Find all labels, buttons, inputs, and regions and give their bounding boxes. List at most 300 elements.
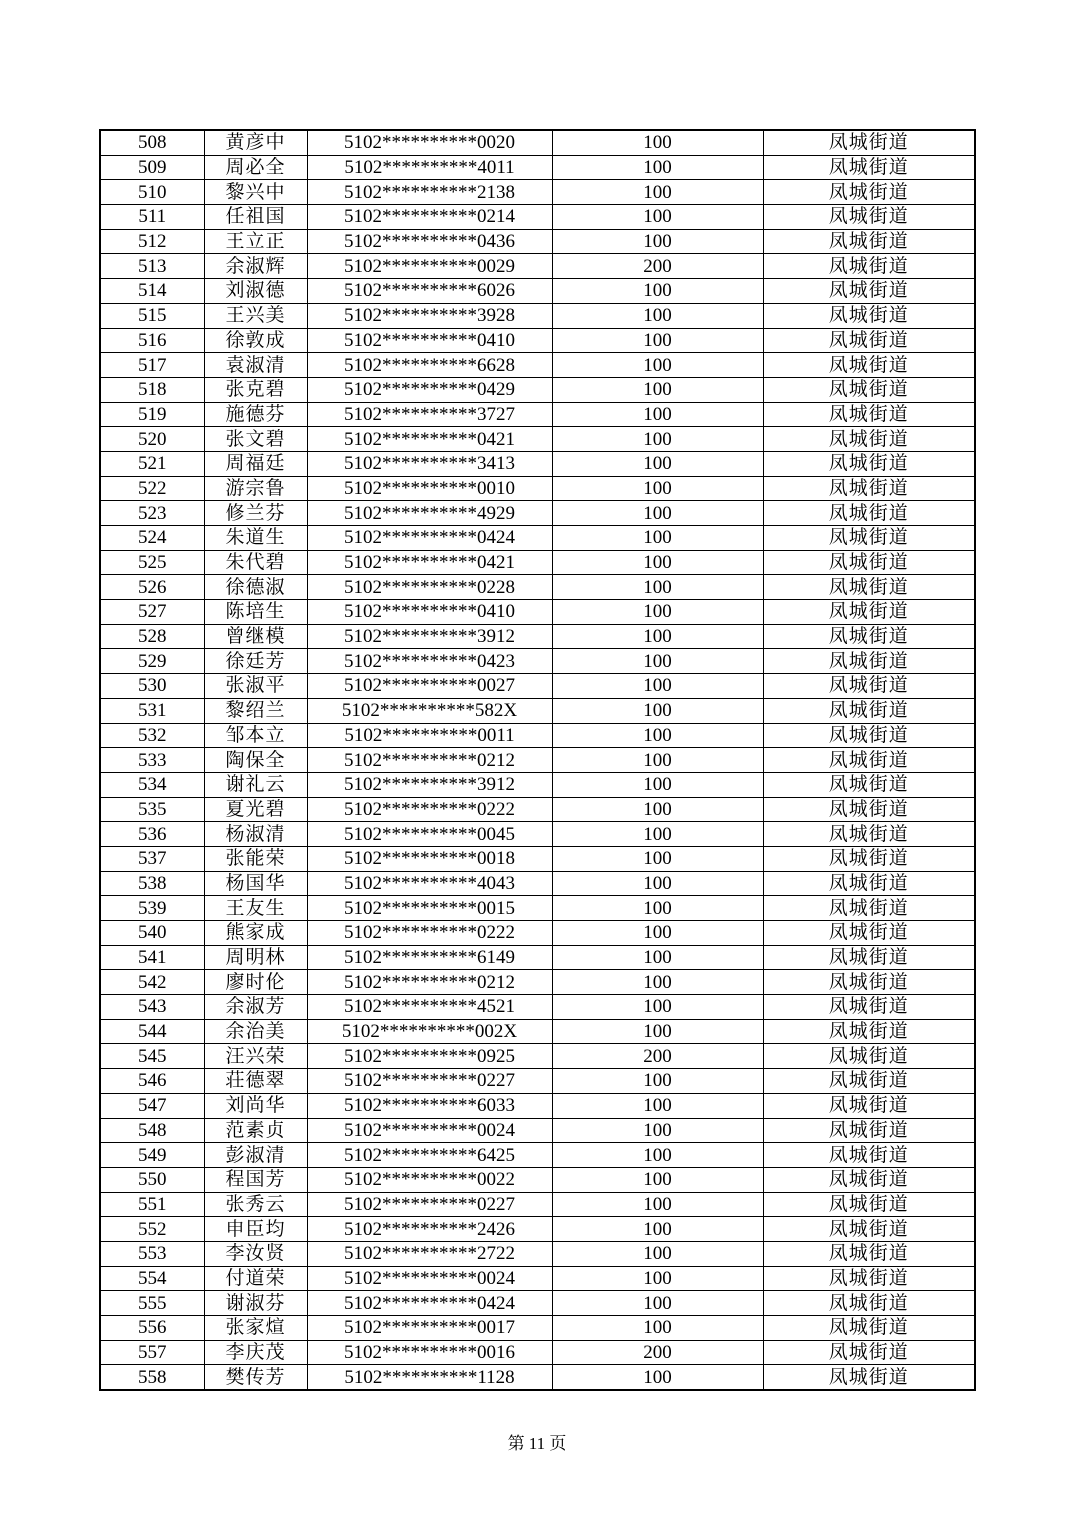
- amount-cell: 100: [552, 600, 763, 625]
- id-number-cell: 5102**********0222: [307, 797, 552, 822]
- street-cell: 凤城街道: [763, 279, 975, 304]
- table-row: [100, 723, 975, 748]
- serial-number-cell: 528: [100, 624, 204, 649]
- table-row: [100, 550, 975, 575]
- id-number-cell: 5102**********0410: [307, 328, 552, 353]
- amount-cell: 100: [552, 451, 763, 476]
- street-cell: 凤城街道: [763, 995, 975, 1020]
- table-row: [100, 501, 975, 526]
- name-cell: 谢礼云: [204, 772, 307, 797]
- amount-cell: 100: [552, 155, 763, 180]
- name-cell: 程国芳: [204, 1167, 307, 1192]
- amount-cell: 100: [552, 1291, 763, 1316]
- id-number-cell: 5102**********6149: [307, 945, 552, 970]
- name-cell: 张秀云: [204, 1192, 307, 1217]
- table-row: [100, 1192, 975, 1217]
- name-cell: 王友生: [204, 896, 307, 921]
- amount-cell: 100: [552, 1118, 763, 1143]
- serial-number-cell: 536: [100, 822, 204, 847]
- table-row: [100, 1365, 975, 1390]
- id-number-cell: 5102**********0423: [307, 649, 552, 674]
- id-number-cell: 5102**********6425: [307, 1143, 552, 1168]
- amount-cell: 100: [552, 1167, 763, 1192]
- name-cell: 徐敦成: [204, 328, 307, 353]
- id-number-cell: 5102**********0015: [307, 896, 552, 921]
- id-number-cell: 5102**********4011: [307, 155, 552, 180]
- street-cell: 凤城街道: [763, 921, 975, 946]
- amount-cell: 100: [552, 526, 763, 551]
- id-number-cell: 5102**********0421: [307, 550, 552, 575]
- serial-number-cell: 532: [100, 723, 204, 748]
- table-row: [100, 600, 975, 625]
- name-cell: 申臣均: [204, 1217, 307, 1242]
- table-row: [100, 155, 975, 180]
- serial-number-cell: 540: [100, 921, 204, 946]
- id-number-cell: 5102**********0410: [307, 600, 552, 625]
- name-cell: 黄彦中: [204, 130, 307, 155]
- name-cell: 刘淑德: [204, 279, 307, 304]
- name-cell: 黎绍兰: [204, 698, 307, 723]
- street-cell: 凤城街道: [763, 575, 975, 600]
- serial-number-cell: 511: [100, 205, 204, 230]
- table-row: [100, 575, 975, 600]
- amount-cell: 100: [552, 402, 763, 427]
- street-cell: 凤城街道: [763, 649, 975, 674]
- table-row: [100, 254, 975, 279]
- table-row: [100, 698, 975, 723]
- id-number-cell: 5102**********0436: [307, 229, 552, 254]
- street-cell: 凤城街道: [763, 970, 975, 995]
- serial-number-cell: 533: [100, 748, 204, 773]
- street-cell: 凤城街道: [763, 896, 975, 921]
- table-row: [100, 797, 975, 822]
- amount-cell: 100: [552, 723, 763, 748]
- table-row: [100, 279, 975, 304]
- name-cell: 熊家成: [204, 921, 307, 946]
- amount-cell: 100: [552, 303, 763, 328]
- serial-number-cell: 544: [100, 1019, 204, 1044]
- amount-cell: 100: [552, 1093, 763, 1118]
- id-number-cell: 5102**********3912: [307, 772, 552, 797]
- serial-number-cell: 522: [100, 476, 204, 501]
- street-cell: 凤城街道: [763, 427, 975, 452]
- table-row: [100, 1044, 975, 1069]
- table-row: [100, 1069, 975, 1094]
- id-number-cell: 5102**********0027: [307, 674, 552, 699]
- name-cell: 范素贞: [204, 1118, 307, 1143]
- street-cell: 凤城街道: [763, 723, 975, 748]
- table-row: [100, 871, 975, 896]
- serial-number-cell: 523: [100, 501, 204, 526]
- id-number-cell: 5102**********6026: [307, 279, 552, 304]
- name-cell: 陈培生: [204, 600, 307, 625]
- street-cell: 凤城街道: [763, 155, 975, 180]
- id-number-cell: 5102**********6628: [307, 353, 552, 378]
- serial-number-cell: 538: [100, 871, 204, 896]
- table-row: [100, 1217, 975, 1242]
- serial-number-cell: 534: [100, 772, 204, 797]
- street-cell: 凤城街道: [763, 1167, 975, 1192]
- table-row: [100, 402, 975, 427]
- serial-number-cell: 513: [100, 254, 204, 279]
- street-cell: 凤城街道: [763, 674, 975, 699]
- amount-cell: 100: [552, 328, 763, 353]
- amount-cell: 100: [552, 1266, 763, 1291]
- amount-cell: 100: [552, 698, 763, 723]
- street-cell: 凤城街道: [763, 600, 975, 625]
- table-row: [100, 328, 975, 353]
- table-row: [100, 822, 975, 847]
- id-number-cell: 5102**********0018: [307, 846, 552, 871]
- name-cell: 汪兴荣: [204, 1044, 307, 1069]
- serial-number-cell: 526: [100, 575, 204, 600]
- serial-number-cell: 558: [100, 1365, 204, 1390]
- name-cell: 张能荣: [204, 846, 307, 871]
- amount-cell: 100: [552, 921, 763, 946]
- id-number-cell: 5102**********4043: [307, 871, 552, 896]
- street-cell: 凤城街道: [763, 501, 975, 526]
- roster-table: [99, 129, 976, 1391]
- amount-cell: 100: [552, 822, 763, 847]
- id-number-cell: 5102**********0024: [307, 1266, 552, 1291]
- street-cell: 凤城街道: [763, 871, 975, 896]
- amount-cell: 100: [552, 871, 763, 896]
- serial-number-cell: 524: [100, 526, 204, 551]
- street-cell: 凤城街道: [763, 1118, 975, 1143]
- street-cell: 凤城街道: [763, 476, 975, 501]
- serial-number-cell: 521: [100, 451, 204, 476]
- amount-cell: 100: [552, 1365, 763, 1390]
- serial-number-cell: 547: [100, 1093, 204, 1118]
- name-cell: 曾继模: [204, 624, 307, 649]
- table-row: [100, 970, 975, 995]
- id-number-cell: 5102**********0424: [307, 526, 552, 551]
- street-cell: 凤城街道: [763, 945, 975, 970]
- amount-cell: 100: [552, 501, 763, 526]
- table-row: [100, 772, 975, 797]
- street-cell: 凤城街道: [763, 229, 975, 254]
- street-cell: 凤城街道: [763, 1316, 975, 1341]
- amount-cell: 100: [552, 624, 763, 649]
- name-cell: 袁淑清: [204, 353, 307, 378]
- id-number-cell: 5102**********0017: [307, 1316, 552, 1341]
- serial-number-cell: 553: [100, 1241, 204, 1266]
- amount-cell: 100: [552, 279, 763, 304]
- serial-number-cell: 545: [100, 1044, 204, 1069]
- street-cell: 凤城街道: [763, 1217, 975, 1242]
- serial-number-cell: 515: [100, 303, 204, 328]
- id-number-cell: 5102**********0421: [307, 427, 552, 452]
- name-cell: 朱代碧: [204, 550, 307, 575]
- street-cell: 凤城街道: [763, 1093, 975, 1118]
- serial-number-cell: 546: [100, 1069, 204, 1094]
- name-cell: 张文碧: [204, 427, 307, 452]
- name-cell: 荘德翠: [204, 1069, 307, 1094]
- name-cell: 谢淑芬: [204, 1291, 307, 1316]
- amount-cell: 100: [552, 674, 763, 699]
- serial-number-cell: 541: [100, 945, 204, 970]
- street-cell: 凤城街道: [763, 303, 975, 328]
- serial-number-cell: 554: [100, 1266, 204, 1291]
- street-cell: 凤城街道: [763, 402, 975, 427]
- serial-number-cell: 537: [100, 846, 204, 871]
- name-cell: 修兰芬: [204, 501, 307, 526]
- id-number-cell: 5102**********0925: [307, 1044, 552, 1069]
- amount-cell: 200: [552, 254, 763, 279]
- table-row: [100, 846, 975, 871]
- id-number-cell: 5102**********3413: [307, 451, 552, 476]
- name-cell: 杨淑清: [204, 822, 307, 847]
- serial-number-cell: 516: [100, 328, 204, 353]
- street-cell: 凤城街道: [763, 1143, 975, 1168]
- serial-number-cell: 519: [100, 402, 204, 427]
- street-cell: 凤城街道: [763, 822, 975, 847]
- table-row: [100, 1143, 975, 1168]
- id-number-cell: 5102**********1128: [307, 1365, 552, 1390]
- name-cell: 杨国华: [204, 871, 307, 896]
- name-cell: 周必全: [204, 155, 307, 180]
- id-number-cell: 5102**********0045: [307, 822, 552, 847]
- street-cell: 凤城街道: [763, 797, 975, 822]
- table-row: [100, 921, 975, 946]
- serial-number-cell: 542: [100, 970, 204, 995]
- amount-cell: 100: [552, 772, 763, 797]
- id-number-cell: 5102**********0212: [307, 970, 552, 995]
- id-number-cell: 5102**********0227: [307, 1069, 552, 1094]
- id-number-cell: 5102**********0029: [307, 254, 552, 279]
- id-number-cell: 5102**********0227: [307, 1192, 552, 1217]
- name-cell: 余淑芳: [204, 995, 307, 1020]
- street-cell: 凤城街道: [763, 1340, 975, 1365]
- street-cell: 凤城街道: [763, 526, 975, 551]
- id-number-cell: 5102**********0212: [307, 748, 552, 773]
- amount-cell: 100: [552, 476, 763, 501]
- id-number-cell: 5102**********0228: [307, 575, 552, 600]
- street-cell: 凤城街道: [763, 451, 975, 476]
- id-number-cell: 5102**********2426: [307, 1217, 552, 1242]
- table-row: [100, 1019, 975, 1044]
- id-number-cell: 5102**********4929: [307, 501, 552, 526]
- amount-cell: 100: [552, 1217, 763, 1242]
- table-row: [100, 451, 975, 476]
- id-number-cell: 5102**********3912: [307, 624, 552, 649]
- amount-cell: 100: [552, 1069, 763, 1094]
- name-cell: 任祖国: [204, 205, 307, 230]
- amount-cell: 200: [552, 1044, 763, 1069]
- amount-cell: 200: [552, 1340, 763, 1365]
- street-cell: 凤城街道: [763, 180, 975, 205]
- serial-number-cell: 509: [100, 155, 204, 180]
- id-number-cell: 5102**********0016: [307, 1340, 552, 1365]
- name-cell: 陶保全: [204, 748, 307, 773]
- serial-number-cell: 557: [100, 1340, 204, 1365]
- street-cell: 凤城街道: [763, 748, 975, 773]
- street-cell: 凤城街道: [763, 130, 975, 155]
- street-cell: 凤城街道: [763, 1266, 975, 1291]
- name-cell: 樊传芳: [204, 1365, 307, 1390]
- table-row: [100, 1316, 975, 1341]
- roster-table-body: [100, 130, 975, 1390]
- street-cell: 凤城街道: [763, 1192, 975, 1217]
- name-cell: 刘尚华: [204, 1093, 307, 1118]
- name-cell: 黎兴中: [204, 180, 307, 205]
- amount-cell: 100: [552, 1192, 763, 1217]
- id-number-cell: 5102**********582X: [307, 698, 552, 723]
- serial-number-cell: 531: [100, 698, 204, 723]
- street-cell: 凤城街道: [763, 353, 975, 378]
- table-row: [100, 229, 975, 254]
- amount-cell: 100: [552, 797, 763, 822]
- table-row: [100, 1291, 975, 1316]
- id-number-cell: 5102**********0011: [307, 723, 552, 748]
- serial-number-cell: 548: [100, 1118, 204, 1143]
- serial-number-cell: 529: [100, 649, 204, 674]
- table-row: [100, 624, 975, 649]
- amount-cell: 100: [552, 846, 763, 871]
- serial-number-cell: 555: [100, 1291, 204, 1316]
- name-cell: 李庆茂: [204, 1340, 307, 1365]
- id-number-cell: 5102**********3727: [307, 402, 552, 427]
- serial-number-cell: 525: [100, 550, 204, 575]
- table-row: [100, 1093, 975, 1118]
- amount-cell: 100: [552, 649, 763, 674]
- name-cell: 施德芬: [204, 402, 307, 427]
- table-row: [100, 130, 975, 155]
- id-number-cell: 5102**********4521: [307, 995, 552, 1020]
- name-cell: 周福廷: [204, 451, 307, 476]
- table-row: [100, 180, 975, 205]
- name-cell: 游宗鲁: [204, 476, 307, 501]
- street-cell: 凤城街道: [763, 1365, 975, 1390]
- amount-cell: 100: [552, 130, 763, 155]
- name-cell: 李汝贤: [204, 1241, 307, 1266]
- street-cell: 凤城街道: [763, 205, 975, 230]
- amount-cell: 100: [552, 229, 763, 254]
- table-row: [100, 427, 975, 452]
- serial-number-cell: 535: [100, 797, 204, 822]
- name-cell: 张克碧: [204, 377, 307, 402]
- street-cell: 凤城街道: [763, 254, 975, 279]
- serial-number-cell: 539: [100, 896, 204, 921]
- table-row: [100, 1241, 975, 1266]
- street-cell: 凤城街道: [763, 1069, 975, 1094]
- serial-number-cell: 530: [100, 674, 204, 699]
- name-cell: 徐德淑: [204, 575, 307, 600]
- amount-cell: 100: [552, 353, 763, 378]
- street-cell: 凤城街道: [763, 772, 975, 797]
- amount-cell: 100: [552, 377, 763, 402]
- name-cell: 邹本立: [204, 723, 307, 748]
- table-row: [100, 945, 975, 970]
- amount-cell: 100: [552, 205, 763, 230]
- serial-number-cell: 514: [100, 279, 204, 304]
- serial-number-cell: 527: [100, 600, 204, 625]
- id-number-cell: 5102**********2722: [307, 1241, 552, 1266]
- serial-number-cell: 517: [100, 353, 204, 378]
- id-number-cell: 5102**********0022: [307, 1167, 552, 1192]
- table-row: [100, 896, 975, 921]
- id-number-cell: 5102**********0214: [307, 205, 552, 230]
- name-cell: 彭淑清: [204, 1143, 307, 1168]
- serial-number-cell: 512: [100, 229, 204, 254]
- amount-cell: 100: [552, 970, 763, 995]
- serial-number-cell: 520: [100, 427, 204, 452]
- street-cell: 凤城街道: [763, 698, 975, 723]
- amount-cell: 100: [552, 995, 763, 1020]
- name-cell: 徐廷芳: [204, 649, 307, 674]
- id-number-cell: 5102**********0010: [307, 476, 552, 501]
- table-row: [100, 995, 975, 1020]
- amount-cell: 100: [552, 575, 763, 600]
- amount-cell: 100: [552, 1019, 763, 1044]
- table-row: [100, 1167, 975, 1192]
- serial-number-cell: 518: [100, 377, 204, 402]
- serial-number-cell: 549: [100, 1143, 204, 1168]
- street-cell: 凤城街道: [763, 550, 975, 575]
- name-cell: 余治美: [204, 1019, 307, 1044]
- table-row: [100, 377, 975, 402]
- name-cell: 付道荣: [204, 1266, 307, 1291]
- street-cell: 凤城街道: [763, 624, 975, 649]
- serial-number-cell: 551: [100, 1192, 204, 1217]
- serial-number-cell: 556: [100, 1316, 204, 1341]
- table-row: [100, 526, 975, 551]
- table-row: [100, 476, 975, 501]
- serial-number-cell: 552: [100, 1217, 204, 1242]
- id-number-cell: 5102**********0424: [307, 1291, 552, 1316]
- serial-number-cell: 508: [100, 130, 204, 155]
- table-row: [100, 674, 975, 699]
- street-cell: 凤城街道: [763, 328, 975, 353]
- amount-cell: 100: [552, 1316, 763, 1341]
- serial-number-cell: 543: [100, 995, 204, 1020]
- name-cell: 周明林: [204, 945, 307, 970]
- table-row: [100, 205, 975, 230]
- table-row: [100, 1266, 975, 1291]
- street-cell: 凤城街道: [763, 846, 975, 871]
- id-number-cell: 5102**********0222: [307, 921, 552, 946]
- amount-cell: 100: [552, 945, 763, 970]
- id-number-cell: 5102**********0429: [307, 377, 552, 402]
- amount-cell: 100: [552, 427, 763, 452]
- amount-cell: 100: [552, 896, 763, 921]
- table-row: [100, 649, 975, 674]
- table-row: [100, 303, 975, 328]
- name-cell: 夏光碧: [204, 797, 307, 822]
- serial-number-cell: 550: [100, 1167, 204, 1192]
- name-cell: 王立正: [204, 229, 307, 254]
- id-number-cell: 5102**********002X: [307, 1019, 552, 1044]
- street-cell: 凤城街道: [763, 1291, 975, 1316]
- street-cell: 凤城街道: [763, 377, 975, 402]
- table-row: [100, 1118, 975, 1143]
- id-number-cell: 5102**********6033: [307, 1093, 552, 1118]
- id-number-cell: 5102**********2138: [307, 180, 552, 205]
- page-number: 第 11 页: [507, 1434, 567, 1453]
- name-cell: 王兴美: [204, 303, 307, 328]
- table-row: [100, 1340, 975, 1365]
- amount-cell: 100: [552, 748, 763, 773]
- amount-cell: 100: [552, 1143, 763, 1168]
- street-cell: 凤城街道: [763, 1019, 975, 1044]
- name-cell: 朱道生: [204, 526, 307, 551]
- id-number-cell: 5102**********0020: [307, 130, 552, 155]
- street-cell: 凤城街道: [763, 1241, 975, 1266]
- table-row: [100, 353, 975, 378]
- amount-cell: 100: [552, 1241, 763, 1266]
- street-cell: 凤城街道: [763, 1044, 975, 1069]
- name-cell: 廖时伦: [204, 970, 307, 995]
